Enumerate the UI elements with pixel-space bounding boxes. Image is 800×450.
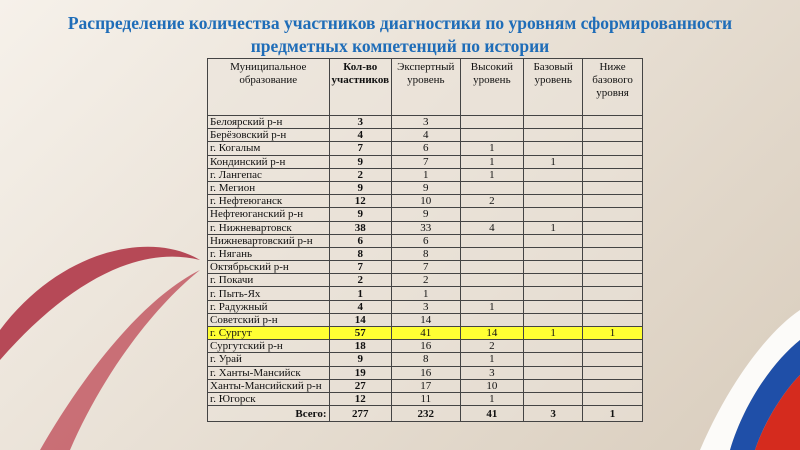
value-cell [583,353,643,366]
value-cell: 4 [460,221,524,234]
value-cell [524,379,583,392]
value-cell [524,168,583,181]
table-row [208,261,643,274]
value-cell: 1 [524,221,583,234]
value-cell: 6 [392,234,461,247]
value-cell: 9 [329,208,392,221]
value-cell: 1 [524,155,583,168]
value-cell [583,195,643,208]
value-cell [583,116,643,129]
value-cell [583,221,643,234]
total-row [208,406,643,422]
municipality-cell: г. Мегион [208,181,330,194]
municipality-cell: г. Пыть-Ях [208,287,330,300]
column-header: Муниципальное образование [208,59,330,116]
value-cell [583,274,643,287]
table-row [208,142,643,155]
value-cell: 3 [392,300,461,313]
value-cell: 2 [460,340,524,353]
value-cell: 1 [460,155,524,168]
value-cell [460,287,524,300]
value-cell [524,208,583,221]
value-cell: 12 [329,195,392,208]
municipality-cell: г. Югорск [208,392,330,405]
table-row [208,168,643,181]
total-value: 1 [583,406,643,422]
municipality-cell: г. Нефтеюганск [208,195,330,208]
value-cell [460,274,524,287]
value-cell [583,313,643,326]
municipality-cell: г. Нижневартовск [208,221,330,234]
table-row [208,313,643,326]
value-cell [583,300,643,313]
value-cell [524,129,583,142]
municipality-cell: Нефтеюганский р-н [208,208,330,221]
municipality-cell: Кондинский р-н [208,155,330,168]
value-cell [460,116,524,129]
column-header: Экспертный уровень [392,59,461,116]
total-value: 41 [460,406,524,422]
value-cell: 7 [392,155,461,168]
value-cell [460,247,524,260]
value-cell: 7 [392,261,461,274]
column-header: Высокий уровень [460,59,524,116]
value-cell [524,300,583,313]
table-row [208,234,643,247]
municipality-cell: г. Сургут [208,327,330,340]
column-header: Ниже базового уровня [583,59,643,116]
value-cell [583,208,643,221]
value-cell: 9 [329,155,392,168]
value-cell [524,340,583,353]
table-row [208,195,643,208]
value-cell [583,379,643,392]
value-cell: 17 [392,379,461,392]
value-cell: 1 [460,392,524,405]
value-cell: 7 [329,142,392,155]
table-row [208,116,643,129]
value-cell: 10 [460,379,524,392]
value-cell: 6 [392,142,461,155]
total-value: 3 [524,406,583,422]
value-cell: 12 [329,392,392,405]
value-cell [583,392,643,405]
table-row [208,327,643,340]
value-cell [460,129,524,142]
value-cell: 4 [392,129,461,142]
value-cell: 2 [329,274,392,287]
table-row [208,208,643,221]
value-cell: 14 [460,327,524,340]
table-row [208,181,643,194]
municipality-cell: Октябрьский р-н [208,261,330,274]
value-cell [583,168,643,181]
value-cell [460,208,524,221]
municipality-cell: Советский р-н [208,313,330,326]
value-cell [524,261,583,274]
municipality-cell: Нижневартовский р-н [208,234,330,247]
red-swoosh [0,247,200,360]
value-cell [524,116,583,129]
value-cell: 8 [392,247,461,260]
value-cell: 4 [329,129,392,142]
slide-title [0,12,800,58]
total-value: 232 [392,406,461,422]
value-cell: 9 [329,181,392,194]
value-cell: 38 [329,221,392,234]
value-cell [524,313,583,326]
value-cell [524,392,583,405]
table-row [208,340,643,353]
value-cell: 11 [392,392,461,405]
value-cell [583,247,643,260]
value-cell: 1 [583,327,643,340]
table-row [208,129,643,142]
table-row [208,353,643,366]
value-cell: 1 [392,168,461,181]
value-cell: 1 [460,142,524,155]
value-cell: 2 [329,168,392,181]
value-cell [583,340,643,353]
value-cell [524,274,583,287]
value-cell [583,234,643,247]
municipality-cell: Берёзовский р-н [208,129,330,142]
total-label: Всего: [208,406,330,422]
table-row [208,155,643,168]
value-cell: 4 [329,300,392,313]
value-cell [460,234,524,247]
value-cell [524,195,583,208]
column-header: Базовый уровень [524,59,583,116]
value-cell: 6 [329,234,392,247]
results-table [207,58,643,422]
value-cell: 33 [392,221,461,234]
value-cell [460,181,524,194]
value-cell: 1 [329,287,392,300]
value-cell [583,129,643,142]
value-cell [524,353,583,366]
municipality-cell: г. Покачи [208,274,330,287]
value-cell: 9 [392,208,461,221]
value-cell: 1 [392,287,461,300]
value-cell: 3 [392,116,461,129]
value-cell: 9 [329,353,392,366]
value-cell: 1 [524,327,583,340]
value-cell [524,234,583,247]
value-cell: 3 [329,116,392,129]
value-cell [460,261,524,274]
column-header: Кол-во участников [329,59,392,116]
value-cell [583,155,643,168]
municipality-cell: г. Урай [208,353,330,366]
value-cell: 27 [329,379,392,392]
value-cell: 14 [392,313,461,326]
municipality-cell: Сургутский р-н [208,340,330,353]
value-cell [583,142,643,155]
table-row [208,221,643,234]
value-cell: 19 [329,366,392,379]
municipality-cell: г. Ханты-Мансийск [208,366,330,379]
value-cell: 2 [460,195,524,208]
municipality-cell: г. Лангепас [208,168,330,181]
municipality-cell: Белоярский р-н [208,116,330,129]
value-cell: 14 [329,313,392,326]
value-cell: 3 [460,366,524,379]
value-cell [583,181,643,194]
municipality-cell: г. Радужный [208,300,330,313]
total-value: 277 [329,406,392,422]
value-cell: 8 [392,353,461,366]
municipality-cell: г. Нягань [208,247,330,260]
table-row [208,379,643,392]
municipality-cell: г. Когалым [208,142,330,155]
value-cell: 1 [460,300,524,313]
value-cell [583,261,643,274]
title-line-1: Распределение количества участников диагностики по уровням сформированности [67,13,733,33]
table-row [208,300,643,313]
value-cell [583,366,643,379]
value-cell [524,287,583,300]
value-cell: 1 [460,168,524,181]
table-row [208,366,643,379]
value-cell [524,142,583,155]
value-cell: 57 [329,327,392,340]
value-cell: 41 [392,327,461,340]
table-row [208,392,643,405]
value-cell: 16 [392,340,461,353]
table-row [208,287,643,300]
value-cell [524,247,583,260]
value-cell [524,181,583,194]
value-cell: 2 [392,274,461,287]
value-cell [460,313,524,326]
title-line-2: предметных компетенций по истории [250,36,550,56]
value-cell: 1 [460,353,524,366]
table-row [208,274,643,287]
value-cell: 10 [392,195,461,208]
table-row [208,247,643,260]
municipality-cell: Ханты-Мансийский р-н [208,379,330,392]
value-cell: 18 [329,340,392,353]
value-cell [583,287,643,300]
value-cell: 7 [329,261,392,274]
value-cell: 16 [392,366,461,379]
value-cell [524,366,583,379]
value-cell: 8 [329,247,392,260]
value-cell: 9 [392,181,461,194]
